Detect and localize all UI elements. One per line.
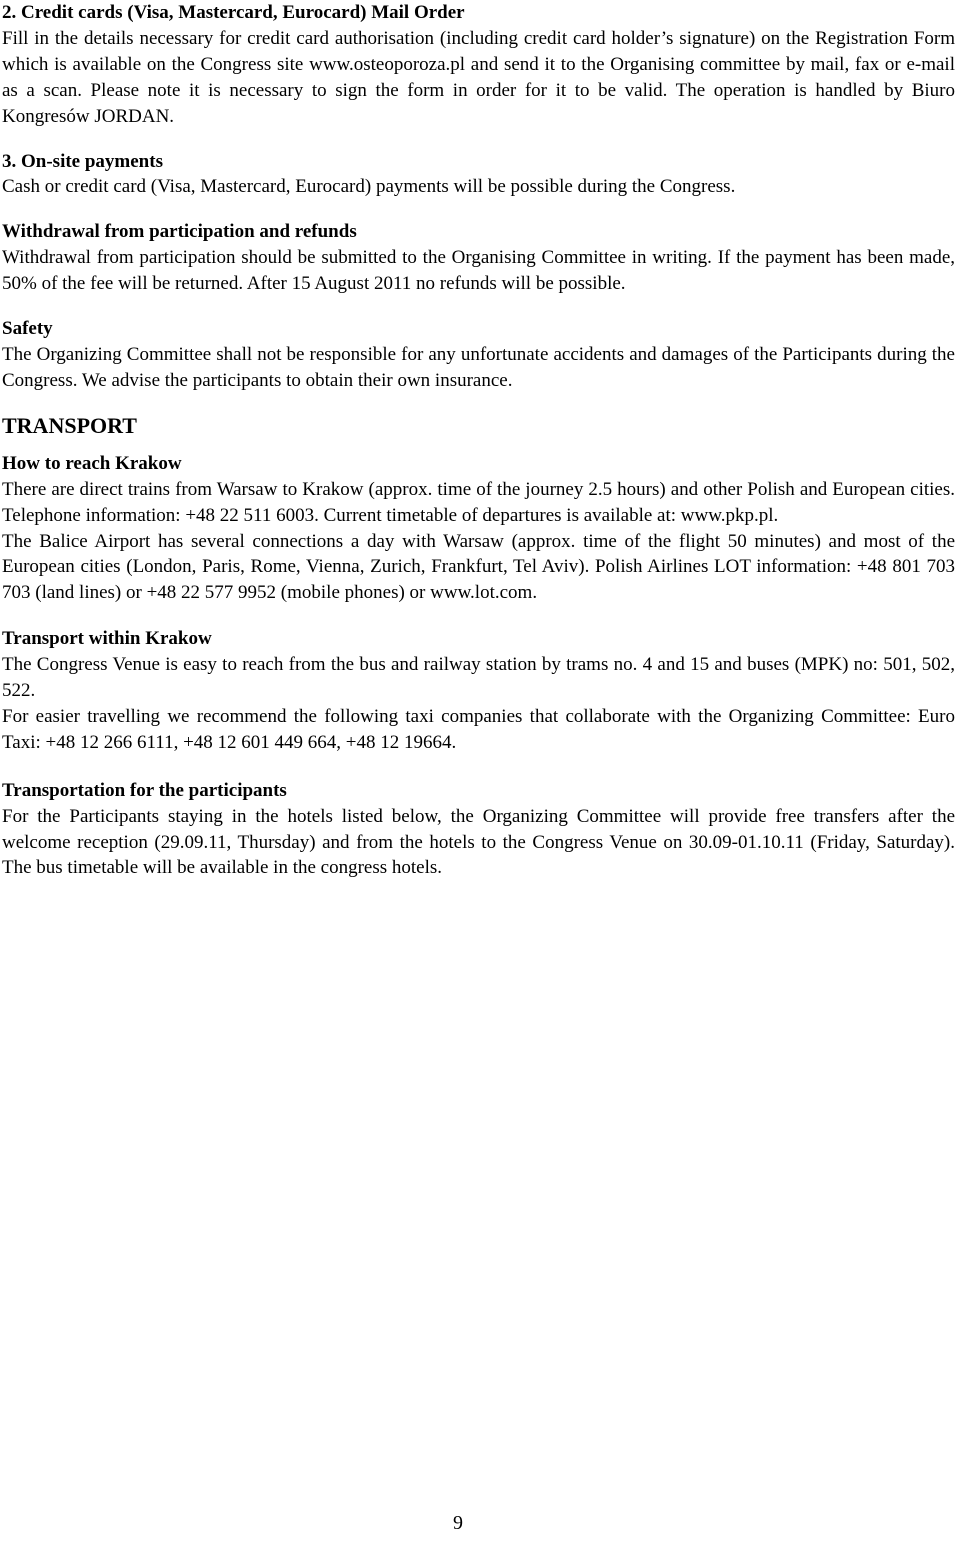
safety-heading: Safety [2, 318, 53, 340]
how-to-reach-section [2, 451, 955, 606]
how-to-reach-heading: How to reach Krakow [2, 452, 182, 474]
transport-title: TRANSPORT [2, 412, 137, 438]
withdrawal-text: Withdrawal from participation should be submitted to the Organising Committee in writing. If the payment has been made, 50% of the fee will be returned. After 15 August 2011 no refunds will be possible. [2, 247, 955, 295]
page-number: 9 [453, 1512, 463, 1534]
credit-card-payment-heading: 2. Credit cards (Visa, Mastercard, Eurocard) Mail Order [2, 2, 465, 23]
onsite-payment-heading: 3. On-site payments [2, 150, 163, 172]
onsite-payment-section [2, 149, 955, 201]
safety-section [2, 316, 955, 394]
credit-card-payment-section [2, 0, 955, 130]
withdrawal-heading: Withdrawal from participation and refunds [2, 221, 357, 243]
trains-text: There are direct trains from Warsaw to Krakow (approx. time of the journey 2.5 hours) and other Polish and European cities. Telephone information: +48 22 511 6003. Current timetable of departures is available at: www.pkp.pl. [2, 478, 955, 526]
participants-transport-text: For the Participants staying in the hotels listed below, the Organizing Committee will provide free transfers after the welcome reception (29.09.11, Thursday) and from the hotels to the Congress Venue on 30.09-01.10.11 (Friday, Saturday). The bus timetable will be available in the congress hotels. [2, 805, 955, 879]
document-page [2, 0, 955, 881]
onsite-payment-text: Cash or credit card (Visa, Mastercard, Eurocard) payments will be possible during the Congress. [2, 176, 736, 198]
transport-within-heading: Transport within Krakow [2, 628, 212, 650]
transport-within-section [2, 626, 955, 756]
participants-transport-section [2, 778, 955, 882]
trams-text: The Congress Venue is easy to reach from the bus and railway station by trams no. 4 and 15 and buses (MPK) no: 501, 502, 522. [2, 654, 955, 702]
taxi-text: For easier travelling we recommend the following taxi companies that collaborate with the Organizing Committee: Euro Taxi: +48 12 266 6111, +48 12 601 449 664, +48 12 19664. [2, 705, 955, 753]
withdrawal-section [2, 219, 955, 297]
credit-card-payment-text: Fill in the details necessary for credit card authorisation (including credit card holder’s signature) on the Registration Form which is available on the Congress site www.osteoporoza.pl and send it to the Organising committee by mail, fax or e-mail as a scan. Please note it is necessary to sign the form in order for it to be valid. The operation is handled by Biuro Kongresów JORDAN. [2, 27, 955, 127]
participants-transport-heading: Transportation for the participants [2, 779, 287, 801]
airport-text: The Balice Airport has several connections a day with Warsaw (approx. time of the flight 50 minutes) and most of the European cities (London, Paris, Rome, Vienna, Zurich, Frankfurt, Tel Aviv). Polish Airlines LOT information: +48 801 703 703 (land lines) or +48 22 577 9952 (mobile phones) or www.lot.com. [2, 530, 955, 604]
safety-text: The Organizing Committee shall not be responsible for any unfortunate accidents and damages of the Participants during the Congress. We advise the participants to obtain their own insurance. [2, 343, 955, 391]
